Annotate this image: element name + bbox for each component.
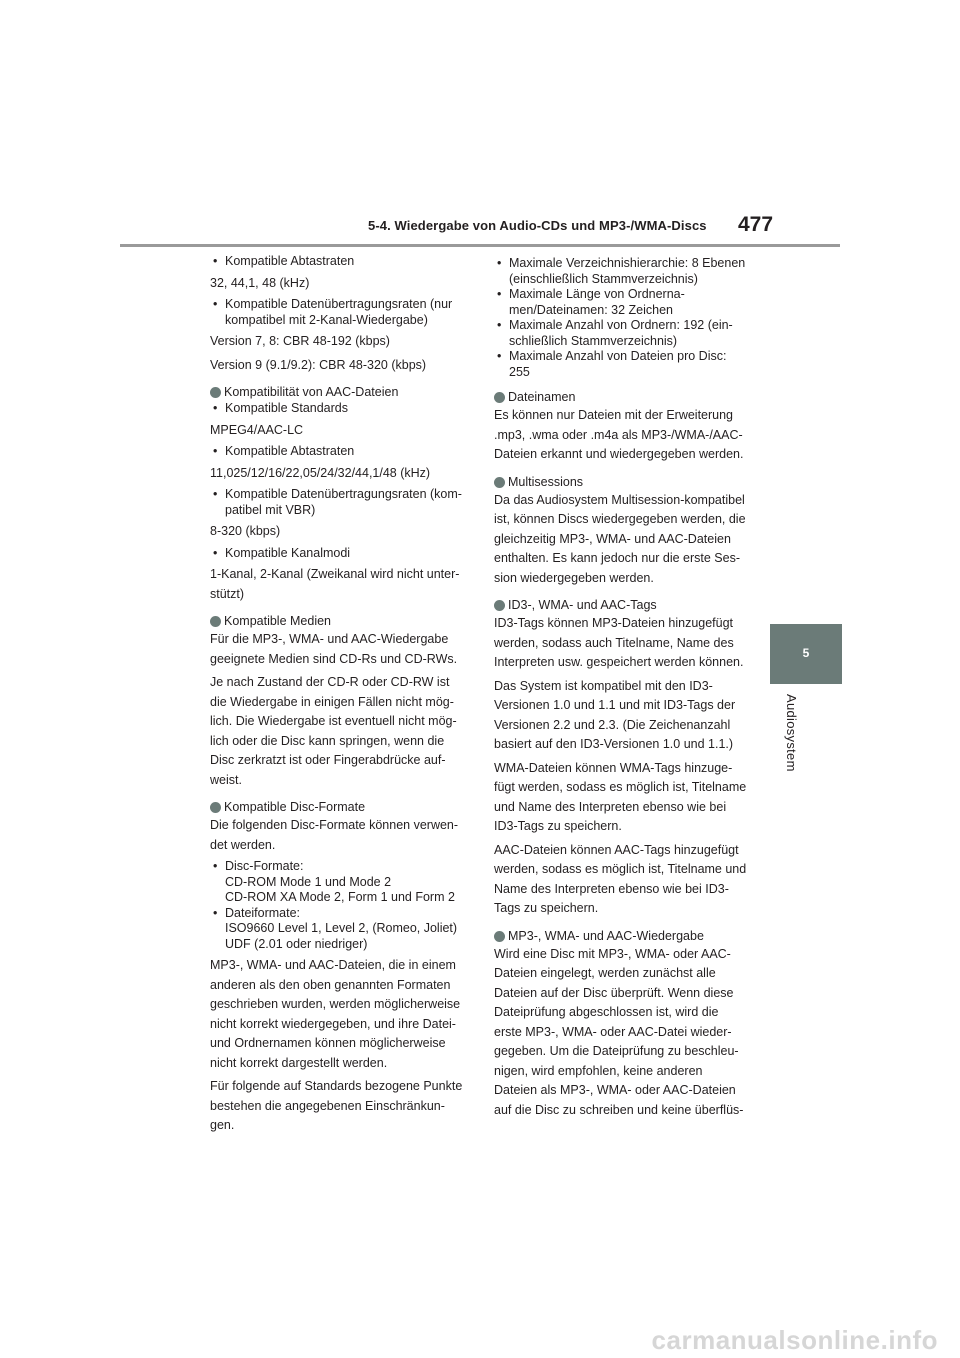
bullet-item: • Maximale Anzahl von Dateien pro Disc: 255 [494, 349, 758, 380]
text-line: MPEG4/AAC-LC [210, 422, 304, 437]
bullet-item: • Kompatible Datenübertragungsraten (nur kompatibel mit 2-Kanal-Wiedergabe) [210, 297, 472, 328]
p-line: AAC-Dateien können AAC-Tags hinzugefügt [494, 842, 739, 857]
bullet-item: • Kompatible Abtastraten [210, 444, 472, 460]
p-line: anderen als den oben genannten Formaten [210, 977, 451, 992]
p-line: gegeben. Um die Dateiprüfung zu beschleu- [494, 1044, 739, 1058]
p-line: nicht korrekt dargestellt werden. [210, 1055, 388, 1070]
p-line: Wird eine Disc mit MP3-, WMA- oder AAC- [494, 946, 731, 961]
left-column [210, 254, 472, 1136]
p-line: Für die MP3-, WMA- und AAC-Wiedergabe [210, 632, 449, 646]
p-line: Es können nur Dateien mit der Erweiterung [494, 408, 734, 422]
bullet-item: • Dateiformate: ISO9660 Level 1, Level 2, (Romeo, Joliet) UDF (2.01 oder niedriger) [210, 906, 472, 953]
heading-bullet-icon [210, 802, 221, 813]
footer-watermark[interactable]: carmanualsonline.info [651, 1325, 938, 1355]
p-line: Für folgende auf Standards bezogene Punkte [210, 1079, 463, 1093]
text-line: stützt) [210, 586, 245, 601]
section-heading: Kompatible Medien [210, 612, 472, 630]
text-line: 32, 44,1, 48 (kHz) [210, 275, 310, 290]
section-heading: Kompatible Disc-Formate [210, 798, 472, 816]
p-line: Die folgenden Disc-Formate können verwen- [210, 818, 459, 832]
p-line: Dateien als MP3-, WMA- oder AAC-Dateien [494, 1083, 736, 1097]
p-line: det werden. [210, 837, 276, 852]
bullet-item: • Maximale Verzeichnishierarchie: 8 Ebenen (einschließlich Stammverzeichnis) [494, 256, 758, 287]
p-line: geschrieben wurden, werden möglicherweise [210, 997, 461, 1011]
p-line: werden, sodass es möglich ist, Titelname und [494, 862, 747, 876]
text-line: 1-Kanal, 2-Kanal (Zweikanal wird nicht unter- [210, 567, 460, 581]
p-line: und Ordnernamen können möglicherweise [210, 1036, 446, 1050]
heading-bullet-icon [494, 600, 505, 611]
p-line: ID3-Tags können MP3-Dateien hinzugefügt [494, 616, 734, 630]
bullet-item: • Kompatible Abtastraten [210, 254, 472, 270]
p-line: gen. [210, 1118, 235, 1132]
p-line: weist. [210, 772, 242, 787]
section-heading: Dateinamen [494, 388, 758, 406]
right-column [494, 254, 758, 1120]
p-line: Da das Audiosystem Multisession-kompatibel [494, 492, 745, 507]
heading-bullet-icon [210, 387, 221, 398]
p-line: Dateien erkannt und wiedergegeben werden. [494, 447, 744, 461]
header-rule [120, 244, 840, 247]
p-line: nicht korrekt wiedergegeben, und ihre Datei- [210, 1016, 456, 1031]
section-heading: Multisessions [494, 473, 758, 491]
p-line: lich. Die Wiedergabe ist eventuell nicht mög- [210, 714, 457, 728]
p-line: Dateien auf der Disc überprüft. Wenn diese [494, 985, 734, 1000]
text-line: 11,025/12/16/22,05/24/32/44,1/48 (kHz) [210, 465, 431, 480]
p-line: Je nach Zustand der CD-R oder CD-RW ist [210, 675, 450, 689]
bullet-item: • Kompatible Standards [210, 401, 472, 417]
p-line: bestehen die angegebenen Einschränkun- [210, 1098, 445, 1113]
p-line: Dateiprüfung abgeschlossen ist, wird die [494, 1005, 719, 1019]
p-line: basiert auf den ID3-Versionen 1.0 und 1.1.) [494, 737, 734, 751]
page-number: 477 [738, 213, 774, 236]
p-line: auf die Disc zu schreiben und keine überflüs- [494, 1102, 744, 1117]
p-line: Disc zerkratzt ist oder Fingerabdrücke auf- [210, 753, 446, 767]
section-heading: MP3-, WMA- und AAC-Wiedergabe [494, 927, 758, 945]
heading-bullet-icon [494, 931, 505, 942]
text-line: Version 9 (9.1/9.2): CBR 48-320 (kbps) [210, 357, 427, 372]
p-line: ID3-Tags zu speichern. [494, 819, 622, 833]
p-line: enthalten. Es kann jedoch nur die erste Ses- [494, 551, 740, 565]
bullet-item: • Maximale Länge von Ordnerna- men/Dateinamen: 32 Zeichen [494, 287, 758, 318]
p-line: fügt werden, sodass es möglich ist, Titelname [494, 780, 747, 794]
p-line: WMA-Dateien können WMA-Tags hinzuge- [494, 760, 733, 775]
p-line: die Wiedergabe in einigen Fällen nicht mög- [210, 694, 454, 709]
p-line: sion wiedergegeben werden. [494, 570, 654, 585]
p-line: Versionen 2.2 und 2.3. (Die Zeichenanzahl [494, 717, 731, 732]
text-line: Version 7, 8: CBR 48-192 (kbps) [210, 334, 390, 348]
heading-bullet-icon [494, 392, 505, 403]
chapter-tab[interactable]: 5 [770, 624, 842, 684]
p-line: Dateien eingelegt, werden zunächst alle [494, 966, 716, 980]
p-line: erste MP3-, WMA- oder AAC-Datei wieder- [494, 1024, 732, 1039]
p-line: lich oder die Disc kann springen, wenn die [210, 733, 445, 748]
chapter-side-label: Audiosystem [784, 694, 799, 772]
bullet-item: • Kompatible Datenübertragungsraten (kom- patibel mit VBR) [210, 487, 472, 518]
p-line: geeignete Medien sind CD-Rs und CD-RWs. [210, 651, 458, 666]
bullet-item: • Maximale Anzahl von Ordnern: 192 (ein- schließlich Stammverzeichnis) [494, 318, 758, 349]
section-header-title: 5-4. Wiedergabe von Audio-CDs und MP3-/WMA-Discs [368, 218, 707, 233]
p-line: nigen, wird empfohlen, keine anderen [494, 1063, 703, 1078]
bullet-item: • Disc-Formate: CD-ROM Mode 1 und Mode 2 CD-ROM XA Mode 2, Form 1 und Form 2 [210, 859, 472, 906]
text-line: 8-320 (kbps) [210, 524, 281, 538]
p-line: ist, können Discs wiedergegeben werden, die [494, 512, 746, 526]
heading-bullet-icon [210, 616, 221, 627]
p-line: und Name des Interpreten ebenso wie bei [494, 799, 727, 814]
bullet-item: • Kompatible Kanalmodi [210, 546, 472, 562]
section-heading: Kompatibilität von AAC-Dateien [210, 383, 472, 401]
p-line: werden, sodass auch Titelname, Name des [494, 635, 734, 650]
section-heading: ID3-, WMA- und AAC-Tags [494, 596, 758, 614]
heading-bullet-icon [494, 477, 505, 488]
p-line: gleichzeitig MP3-, WMA- und AAC-Dateien [494, 531, 731, 546]
p-line: Versionen 1.0 und 1.1 und mit ID3-Tags der [494, 698, 736, 712]
p-line: Tags zu speichern. [494, 901, 599, 915]
p-line: .mp3, .wma oder .m4a als MP3-/WMA-/AAC- [494, 427, 743, 442]
p-line: Interpreten usw. gespeichert werden können. [494, 655, 744, 669]
p-line: Name des Interpreten ebenso wie bei ID3- [494, 881, 729, 896]
p-line: MP3-, WMA- und AAC-Dateien, die in einem [210, 958, 456, 972]
p-line: Das System ist kompatibel mit den ID3- [494, 678, 713, 693]
